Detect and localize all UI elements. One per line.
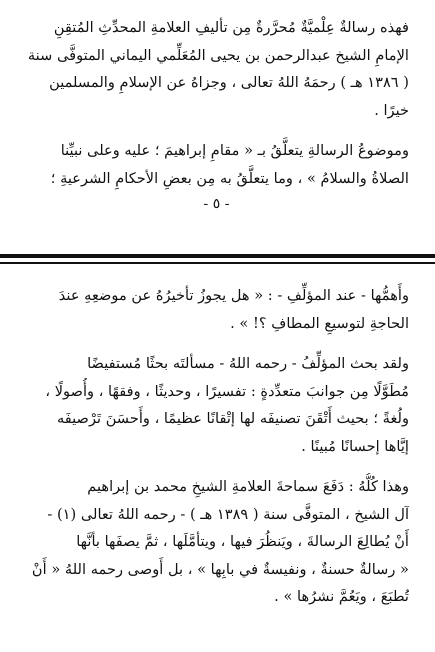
text-line: مُطَوَّلًا مِن جوانبَ متعدِّدةٍ : تفسيرًا ، وحديثًا ، وفقهًا ، وأُصولًا ، <box>45 382 409 400</box>
text-line: الإمامِ الشيخ عبدالرحمن بن يحيى المُعَلِّمي اليماني المتوفَّى سنة <box>27 46 409 64</box>
top-page <box>0 0 435 250</box>
paragraph <box>24 350 409 460</box>
text-line: الحاجةِ لتوسيعِ المطافِ ؟! » . <box>230 314 409 332</box>
text-line: ( ١٣٨٦ هـ ) رحمَهُ اللهُ تعالى ، وجزاهُ عن الإسلامِ والمسلمين <box>49 74 409 91</box>
text-line: أَنْ يُطالِعَ الرسالةَ ، ويَنظُرَ فيها ، ويتأمَّلَها ، ثمَّ يصفَها بأنَّها <box>76 533 409 550</box>
text-line: الصلاةُ والسلامُ » ، وما يتعلَّقُ به مِن بعضِ الأحكامِ الشرعيةِ ؛ <box>50 169 409 187</box>
paragraph <box>24 14 409 124</box>
text-line: خيرًا . <box>374 101 409 119</box>
text-line: إيَّاها إحسانًا مُبينًا . <box>301 437 409 455</box>
paragraph <box>24 137 409 192</box>
text-line: تُطبَعَ ، ويَعُمَّ نشرُها » . <box>274 588 409 605</box>
page-number: - ٥ - <box>203 196 230 212</box>
text-line: « رسالةٌ حسنةٌ ، ونفيسةٌ في بابِها » ، بل أَوصى رحمه اللهُ « أَنْ <box>31 560 409 578</box>
text-line: فهذه رسالةٌ عِلْميَّةٌ مُحرَّرةٌ مِن تأليفِ العلامةِ المحدِّثِ المُتقِنِ <box>53 19 409 36</box>
bottom-page <box>0 268 435 652</box>
text-line: ولُغةً ؛ بحيث أَتْقَنَ تصنيفَه لها إتْقانًا عظيمًا ، وأَحسَنَ تَرْصيفَه <box>56 410 409 427</box>
separator-thick-line <box>0 254 435 258</box>
text-line: وأَهمُّها - عند المؤلِّفِ - : « هل يجوزُ تأخيرُهُ عن موضعِهِ عندَ <box>58 287 409 304</box>
page-separator <box>0 250 435 268</box>
text-line: وموضوعُ الرسالةِ يتعلَّقُ بـ « مقامِ إبراهيمَ ؛ عليه وعلى نبيِّنا <box>60 142 409 159</box>
paragraph <box>24 282 409 337</box>
separator-thin-line <box>0 262 435 264</box>
paragraph <box>24 473 409 611</box>
text-line: آل الشيخ ، المتوفَّى سنة ( ١٣٨٩ هـ ) - رحمه اللهُ تعالى (١) - <box>47 505 409 523</box>
text-line: ولقد بحث المؤلِّفُ - رحمه اللهُ - مسألتَه بحثًا مُستفيضًا <box>87 355 409 372</box>
text-line: وهذا كُلُّهُ : دَفَعَ سماحةَ العلامةِ الشيخِ محمد بن إبراهيم <box>87 478 409 495</box>
